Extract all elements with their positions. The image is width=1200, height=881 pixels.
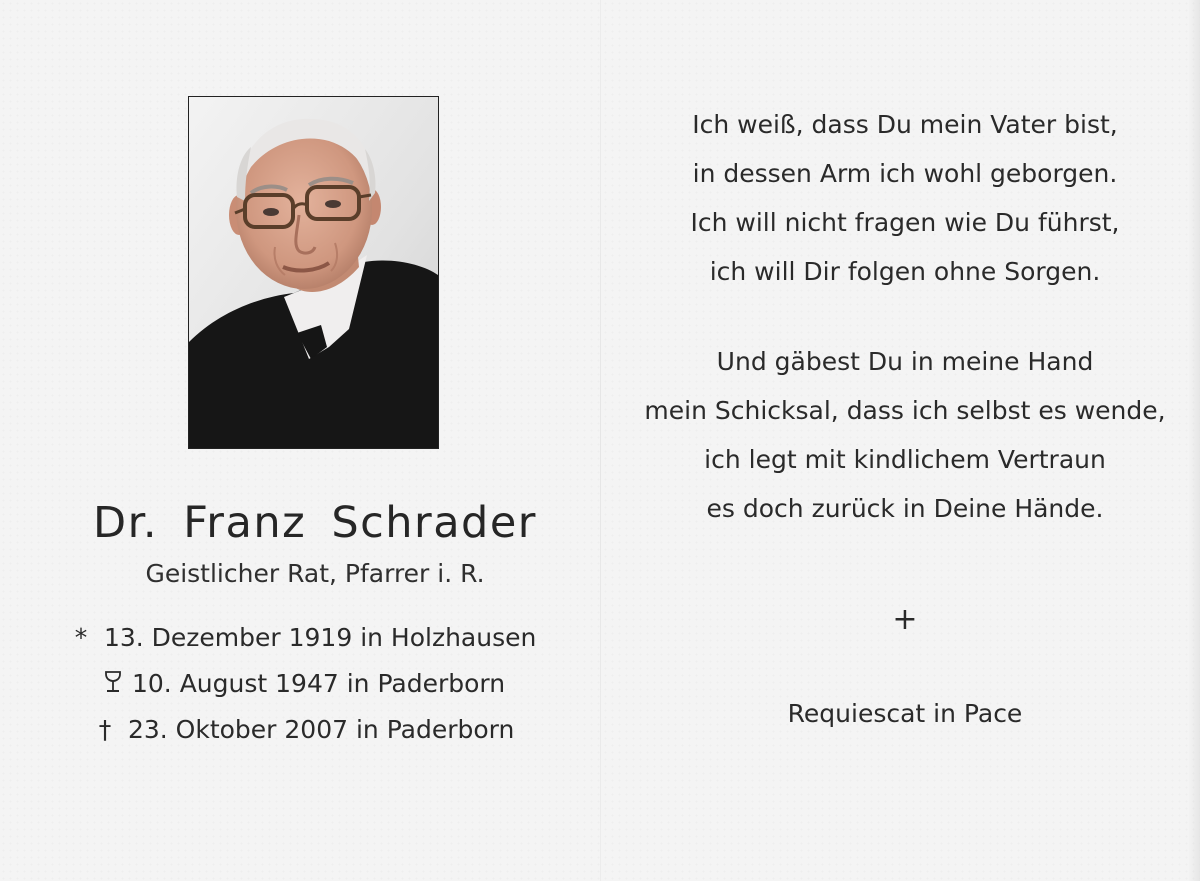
- poem-stanza-1: [610, 100, 1200, 296]
- portrait-photo: [188, 96, 439, 449]
- life-dates-list: [60, 618, 580, 756]
- birth-date-row: [60, 618, 580, 664]
- poem-line: mein Schicksal, dass ich selbst es wende,: [644, 396, 1166, 425]
- ordination-date-text: 10. August 1947 in Paderborn: [132, 669, 506, 698]
- birth-asterisk-icon: *: [74, 623, 88, 652]
- poem-line: Ich weiß, dass Du mein Vater bist,: [692, 110, 1118, 139]
- card-fold-line: [600, 0, 601, 881]
- portrait-illustration: [189, 97, 438, 448]
- poem-line: Ich will nicht fragen wie Du führst,: [690, 208, 1120, 237]
- clerical-title: Geistlicher Rat, Pfarrer i. R.: [145, 559, 485, 588]
- poem-line: in dessen Arm ich wohl geborgen.: [692, 159, 1118, 188]
- chalice-icon: [102, 670, 124, 694]
- ordination-date-row: [60, 664, 580, 710]
- cross-icon: +: [892, 602, 918, 637]
- poem-line: Und gäbest Du in meine Hand: [716, 347, 1094, 376]
- death-date-row: [60, 710, 580, 756]
- poem-line: ich legt mit kindlichem Vertraun: [704, 445, 1106, 474]
- closing-phrase: Requiescat in Pace: [787, 699, 1023, 728]
- death-cross-icon: †: [98, 715, 112, 744]
- death-date-text: 23. Oktober 2007 in Paderborn: [127, 715, 515, 744]
- poem-stanza-2: [610, 337, 1200, 533]
- deceased-name: Dr. Franz Schrader: [93, 498, 537, 548]
- birth-date-text: 13. Dezember 1919 in Holzhausen: [103, 623, 537, 652]
- poem-line: ich will Dir folgen ohne Sorgen.: [709, 257, 1101, 286]
- poem-line: es doch zurück in Deine Hände.: [706, 494, 1104, 523]
